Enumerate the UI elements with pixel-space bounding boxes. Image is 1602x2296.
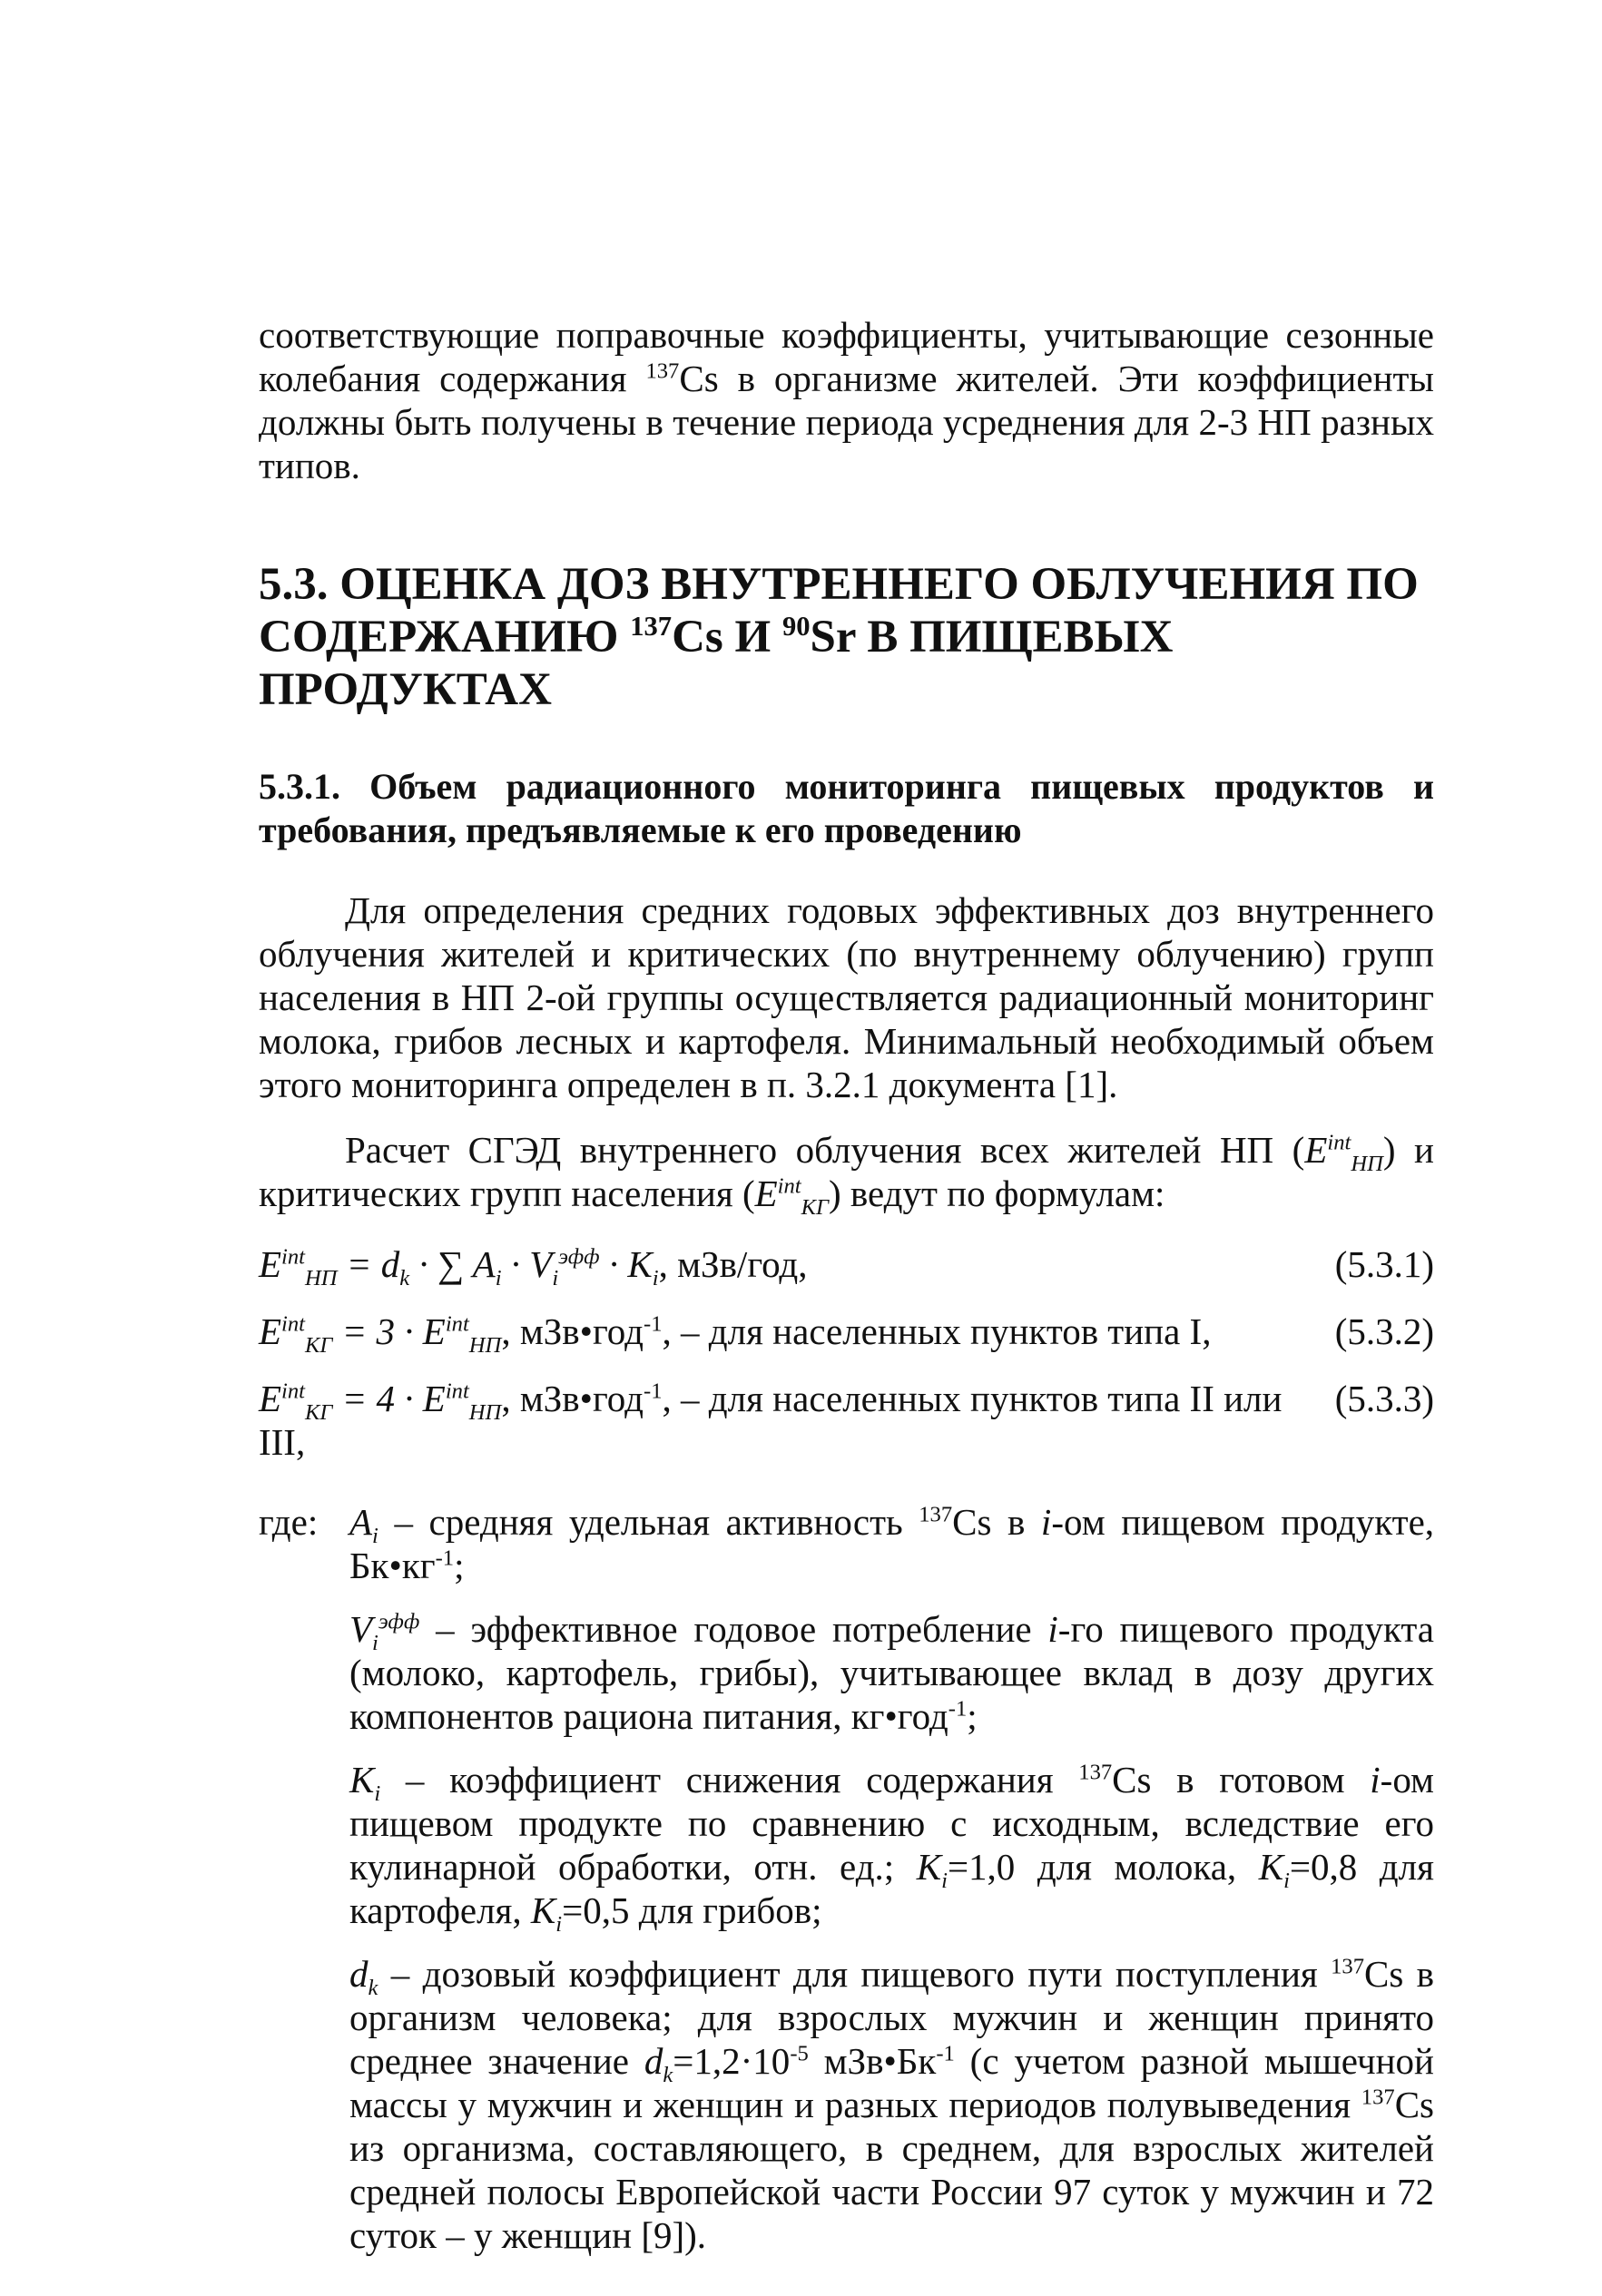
formula-term: · V xyxy=(501,1243,553,1285)
intro-text-1: соответствующие поправочные коэффициенты, учитывающие сезонные колебания содержания xyxy=(259,314,1434,399)
cs-symbol: Cs xyxy=(672,612,723,662)
paragraph-monitoring: Для определения средних годовых эффективных доз внутреннего облучения жителей и критических (по внутреннему облучению) групп населения в НП 2-ой группы осуществляется радиационный мониторинг молока, грибов лесных и картофеля. Минимальный необходимый объем этого мониторинга определен в п. 3.2.1 документа [1]. xyxy=(259,889,1434,1105)
def-text: =0,5 для грибов; xyxy=(562,1889,822,1931)
calc-text-3: ) ведут по формулам: xyxy=(828,1173,1165,1214)
symbol-sub: КГ xyxy=(801,1195,829,1221)
formula-lhs: E xyxy=(259,1310,282,1352)
sr-isotope-mass: 90 xyxy=(781,611,811,642)
def-text: Cs из организма, составляющего, в среднем, для взрослых жителей средней полосы Европейской части России 97 суток у мужчин и 72 суток – у женщин [9]). xyxy=(349,2084,1434,2256)
def-index: i xyxy=(1370,1759,1381,1800)
formula-term: · K xyxy=(599,1243,653,1285)
definition-k xyxy=(349,1758,1434,1938)
formula-lhs-sup: int xyxy=(281,1311,306,1337)
formula-units-sup: -1 xyxy=(644,1379,663,1404)
section-title-and: И xyxy=(722,612,782,662)
def-text: (с учетом разной мышечной массы у мужчин и женщин и разных периодов полувыведения xyxy=(349,2040,1434,2125)
formula-sup: эфф xyxy=(558,1244,600,1270)
formula-5-3-2 xyxy=(259,1310,1434,1359)
formula-condition: , – для населенных пунктов типа I, xyxy=(662,1310,1212,1352)
symbol-e: E xyxy=(754,1173,778,1214)
definition-d xyxy=(349,1952,1434,2257)
def-symbol: d xyxy=(349,1953,369,1995)
def-symbol-sub: k xyxy=(368,1976,378,2001)
symbol-e-np xyxy=(1304,1129,1383,1177)
formula-number: (5.3.1) xyxy=(1334,1243,1434,1285)
def-text: – средняя удельная активность xyxy=(378,1501,919,1543)
def-text: – дозовый коэффициент для пищевого пути поступления xyxy=(378,1953,1332,1995)
def-symbol: A xyxy=(349,1501,373,1543)
isotope-mass: 137 xyxy=(1331,1954,1364,1979)
symbol-sub: НП xyxy=(1351,1152,1383,1177)
unit-exponent: -1 xyxy=(936,2041,955,2066)
def-text: -го пищевого продукта (молоко, картофель, грибы), учитывающее вклад в дозу других компонентов рациона питания, кг•год xyxy=(349,1608,1434,1737)
formula-sub: i xyxy=(495,1266,502,1291)
symbol-sup: int xyxy=(1327,1130,1351,1155)
section-title xyxy=(259,558,1434,716)
def-symbol-sub: i xyxy=(372,1524,378,1549)
def-symbol: V xyxy=(349,1608,373,1650)
formula-sub: НП xyxy=(468,1400,502,1426)
formula-lhs-sub: КГ xyxy=(305,1333,333,1359)
def-index: i xyxy=(1047,1608,1058,1650)
intro-text-2: Cs в организме жителей. Эти коэффициенты должны быть получены в течение периода усреднения для 2-3 НП разных типов. xyxy=(259,358,1434,486)
formula-term: = 3 · E xyxy=(332,1310,446,1352)
formula-term: = 4 · E xyxy=(332,1378,446,1419)
def-symbol: d xyxy=(644,2040,663,2082)
def-text: ; xyxy=(967,1695,978,1737)
unit-exponent: -1 xyxy=(435,1545,455,1571)
formula-sub: k xyxy=(399,1266,410,1291)
definition-v xyxy=(349,1607,1434,1738)
formula-expression xyxy=(259,1377,1335,1464)
def-text: Cs в готовом xyxy=(1112,1759,1371,1800)
def-symbol-sub: i xyxy=(555,1912,563,1938)
def-text: – эффективное годовое потребление xyxy=(419,1608,1048,1650)
page-content xyxy=(259,313,1434,2277)
intro-paragraph xyxy=(259,313,1434,487)
def-symbol: K xyxy=(916,1846,942,1888)
def-symbol: K xyxy=(530,1889,556,1931)
def-text: -ом пищевом продукте по сравнению с исходным, вследствие его кулинарной обработки, отн. ед.; xyxy=(349,1759,1434,1888)
symbol-sup: int xyxy=(777,1173,801,1199)
def-symbol: K xyxy=(349,1759,375,1800)
formula-sub: НП xyxy=(468,1333,502,1359)
formula-5-3-1 xyxy=(259,1242,1434,1291)
cs-isotope-mass: 137 xyxy=(630,611,673,642)
definitions-list xyxy=(349,1500,1434,2277)
def-symbol-sub: k xyxy=(663,2063,673,2088)
formula-units: , мЗв/год, xyxy=(658,1243,808,1285)
def-text: мЗв•Бк xyxy=(808,2040,937,2082)
def-symbol-sub: i xyxy=(941,1869,948,1894)
formula-expression xyxy=(259,1242,808,1291)
formula-lhs-sup: int xyxy=(281,1244,306,1270)
formula-sup: int xyxy=(445,1379,469,1404)
isotope-mass: 137 xyxy=(919,1502,953,1527)
isotope-mass: 137 xyxy=(1361,2085,1395,2110)
formula-expression xyxy=(259,1310,1212,1359)
formula-units-sup: -1 xyxy=(644,1311,663,1337)
formula-term: · ∑ A xyxy=(409,1243,496,1285)
def-symbol-sub: i xyxy=(374,1781,381,1807)
symbol-e: E xyxy=(1304,1129,1328,1171)
def-text: -ом пищевом продукте, Бк•кг xyxy=(349,1501,1435,1586)
value-exponent: -5 xyxy=(790,2041,809,2066)
formula-term: = d xyxy=(337,1243,400,1285)
def-text: Cs в xyxy=(952,1501,1041,1543)
formula-number: (5.3.3) xyxy=(1334,1378,1434,1419)
def-text: =1,2·10 xyxy=(673,2040,791,2082)
definition-a xyxy=(349,1500,1434,1587)
formula-sup: int xyxy=(445,1311,469,1337)
subsection-title: 5.3.1. Объем радиационного мониторинга пищевых продуктов и требования, предъявляемые к его проведению xyxy=(259,766,1434,850)
formula-units: , мЗв•год xyxy=(501,1310,644,1352)
calc-text-1: Расчет СГЭД внутреннего облучения всех жителей НП ( xyxy=(345,1129,1305,1171)
isotope-mass: 137 xyxy=(645,358,680,384)
section-title-text-2: Sr В ПИЩЕВЫХ ПРОДУКТАХ xyxy=(259,612,1174,715)
def-symbol: K xyxy=(1258,1846,1284,1888)
def-symbol-sub: i xyxy=(1283,1869,1290,1894)
section-title-text-1: 5.3. ОЦЕНКА ДОЗ ВНУТРЕННЕГО ОБЛУЧЕНИЯ ПО СОДЕРЖАНИЮ xyxy=(259,559,1419,662)
isotope-mass: 137 xyxy=(1078,1760,1113,1785)
formula-condition: , – для населенных пунктов типа II или III, xyxy=(259,1378,1283,1463)
symbol-e-kg xyxy=(754,1173,829,1221)
def-text: ; xyxy=(454,1545,465,1586)
paragraph-calculation xyxy=(259,1128,1434,1221)
calc-text-2: ) и критических групп населения ( xyxy=(259,1129,1434,1214)
formula-lhs-sup: int xyxy=(281,1379,306,1404)
def-index: i xyxy=(1040,1501,1052,1543)
def-text: – коэффициент снижения содержания xyxy=(380,1759,1079,1800)
def-text: =1,0 для молока, xyxy=(947,1846,1259,1888)
def-symbol-sub: i xyxy=(372,1631,378,1656)
formula-lhs: E xyxy=(259,1378,282,1419)
def-text: Cs в организм человека; для взрослых мужчин и женщин принято среднее значение xyxy=(349,1953,1434,2082)
formula-sub: i xyxy=(552,1266,559,1291)
definitions-block xyxy=(259,1500,1434,2277)
formula-sub: i xyxy=(652,1266,659,1291)
formula-lhs-sub: НП xyxy=(305,1266,338,1291)
formula-lhs-sub: КГ xyxy=(305,1400,333,1426)
def-symbol-sup: эфф xyxy=(378,1609,420,1634)
def-text: =0,8 для картофеля, xyxy=(349,1846,1434,1931)
formula-lhs: E xyxy=(259,1243,282,1285)
formula-number: (5.3.2) xyxy=(1334,1310,1434,1352)
where-label: где: xyxy=(259,1501,319,1543)
unit-exponent: -1 xyxy=(948,1696,968,1722)
formula-units: , мЗв•год xyxy=(501,1378,644,1419)
formula-5-3-3 xyxy=(259,1377,1434,1464)
